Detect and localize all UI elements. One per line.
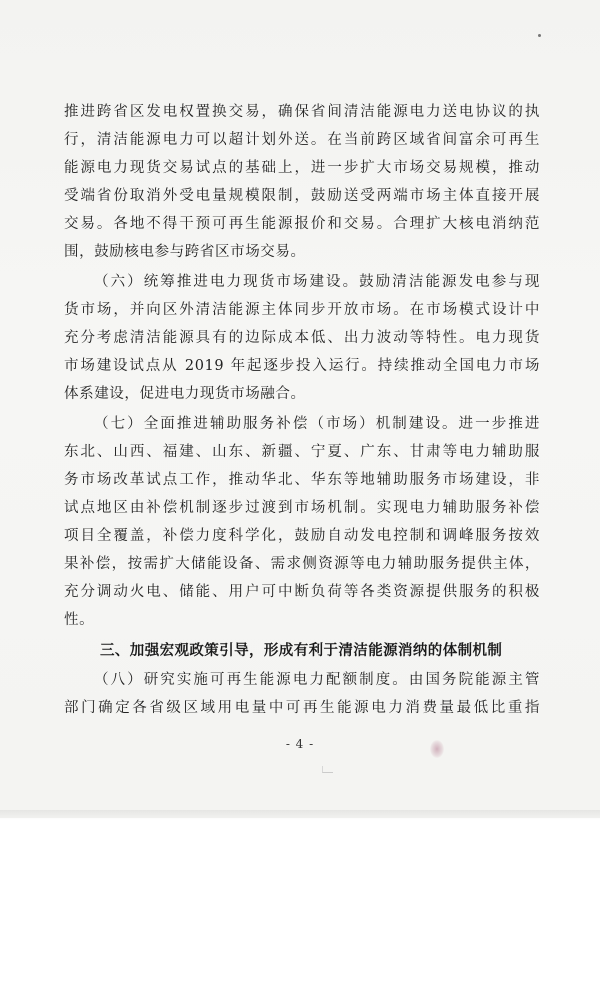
scan-edge: [0, 810, 600, 820]
text-line: （六）统筹推进电力现货市场建设。鼓励清洁能源发电参与现: [94, 274, 540, 290]
text-line: 能源电力现货交易试点的基础上，进一步扩大市场交易规模，推动: [64, 160, 540, 176]
ink-smudge: [430, 740, 444, 758]
text-line: 务市场改革试点工作，推动华北、华东等地辅助服务市场建设，非: [64, 472, 540, 488]
speck-mark: [538, 34, 541, 37]
text-line: 性。: [64, 612, 95, 628]
text-line: 体系建设，促进电力现货市场融合。: [64, 386, 306, 402]
section-heading: 三、加强宏观政策引导，形成有利于清洁能源消纳的体制机制: [100, 643, 503, 659]
text-line: 推进跨省区发电权置换交易，确保省间清洁能源电力送电协议的执: [64, 104, 540, 120]
text-line: 果补偿，按需扩大储能设备、需求侧资源等电力辅助服务提供主体，: [64, 556, 540, 572]
text-line: 货市场，并向区外清洁能源主体同步开放市场。在市场模式设计中: [64, 302, 540, 318]
text-line: （七）全面推进辅助服务补偿（市场）机制建设。进一步推进: [94, 416, 540, 432]
text-line: 充分调动火电、储能、用户可中断负荷等各类资源提供服务的积极: [64, 584, 540, 600]
text-line: 交易。各地不得干预可再生能源报价和交易。合理扩大核电消纳范: [64, 216, 540, 232]
text-line: 部门确定各省级区域用电量中可再生能源电力消费量最低比重指: [64, 700, 540, 716]
page-number: - 4 -: [285, 737, 315, 751]
text-line: 市场建设试点从 2019 年起逐步投入运行。持续推动全国电力市场: [64, 358, 540, 374]
text-line: 围，鼓励核电参与跨省区市场交易。: [64, 244, 306, 260]
text-line: 充分考虑清洁能源具有的边际成本低、出力波动等特性。电力现货: [64, 330, 540, 346]
text-line: 项目全覆盖，补偿力度科学化，鼓励自动发电控制和调峰服务按效: [64, 528, 540, 544]
text-line: 试点地区由补偿机制逐步过渡到市场机制。实现电力辅助服务补偿: [64, 500, 540, 516]
text-line: 受端省份取消外受电量规模限制，鼓励送受两端市场主体直接开展: [64, 188, 540, 204]
text-line: 行，清洁能源电力可以超计划外送。在当前跨区域省间富余可再生: [64, 132, 540, 148]
document-body: [64, 98, 540, 722]
scan-mark: [322, 766, 333, 773]
text-line: （八）研究实施可再生能源电力配额制度。由国务院能源主管: [94, 672, 540, 688]
text-line: 东北、山西、福建、山东、新疆、宁夏、广东、甘肃等电力辅助服: [64, 444, 540, 460]
